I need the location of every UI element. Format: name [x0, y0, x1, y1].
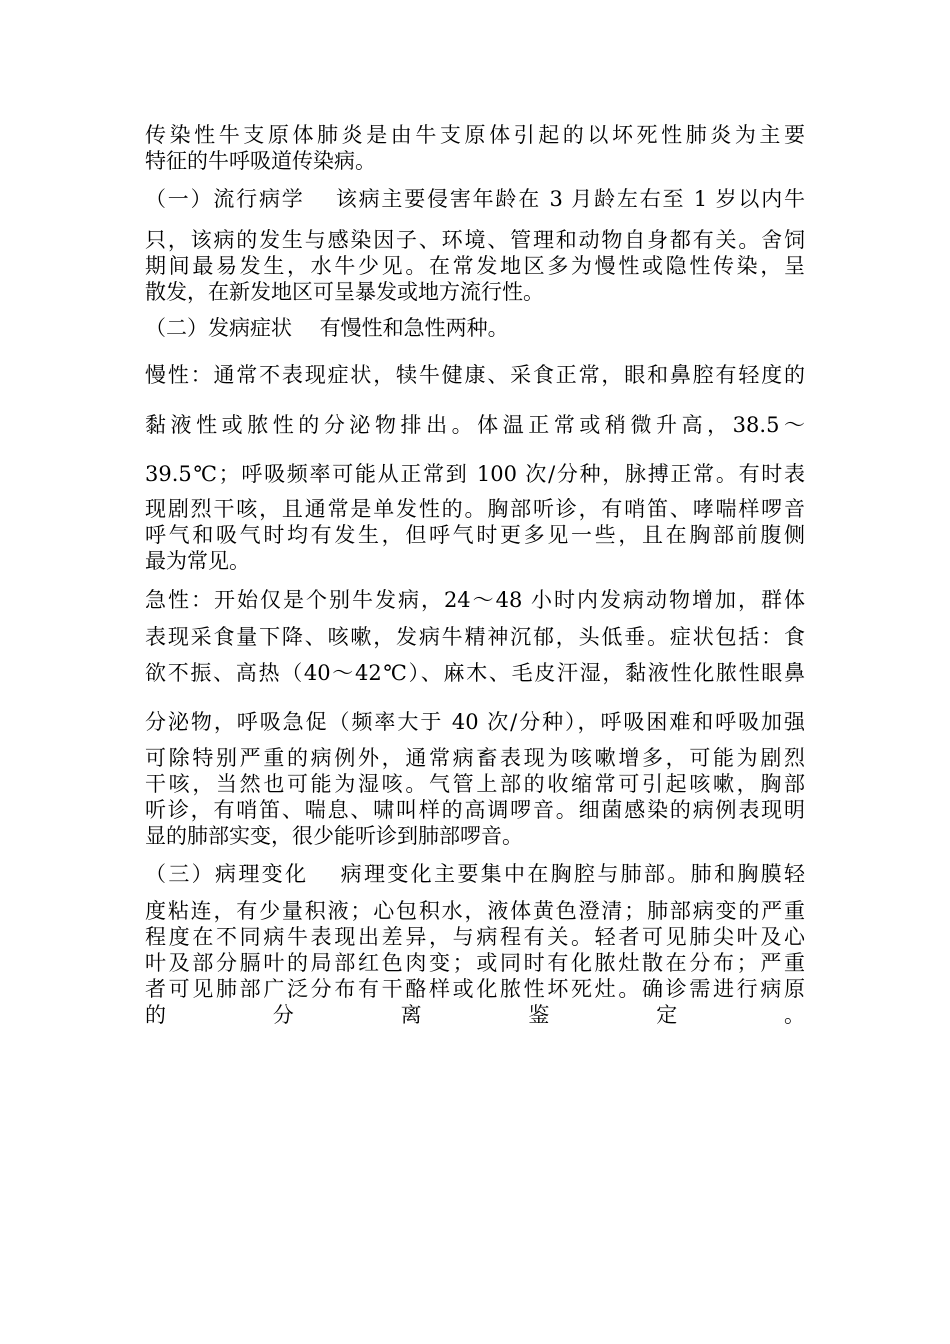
text-line: 程度在不同病牛表现出差异，与病程有关。轻者可见肺尖叶及心	[145, 925, 805, 949]
text-line: 分泌物，呼吸急促（频率大于 40 次/分种），呼吸困难和呼吸加强	[145, 710, 805, 734]
text-line: 黏液性或脓性的分泌物排出。体温正常或稍微升高，38.5～	[145, 413, 805, 437]
text-line: 散发，在新发地区可呈暴发或地方流行性。	[145, 280, 544, 304]
text-line: 特征的牛呼吸道传染病。	[145, 149, 376, 173]
text-line: 欲不振、高热（40～42℃）、麻木、毛皮汗湿，黏液性化脓性眼鼻	[145, 661, 805, 685]
text-line: 呼气和吸气时均有发生，但呼气时更多见一些，且在胸部前腹侧	[145, 523, 805, 547]
text-line: （二）发病症状 有慢性和急性两种。	[145, 316, 509, 340]
text-line: 表现采食量下降、咳嗽，发病牛精神沉郁，头低垂。症状包括：食	[145, 625, 805, 649]
text-line: 的 分 离 鉴 定 。	[145, 1003, 805, 1027]
text-line: 干咳，当然也可能为湿咳。气管上部的收缩常可引起咳嗽，胸部	[145, 772, 805, 796]
text-line: 39.5℃；呼吸频率可能从正常到 100 次/分种，脉搏正常。有时表	[145, 462, 805, 486]
text-line: 听诊，有哨笛、喘息、啸叫样的高调啰音。细菌感染的病例表现明	[145, 798, 805, 822]
text-line: 慢性：通常不表现症状，犊牛健康、采食正常，眼和鼻腔有轻度的	[145, 363, 805, 387]
text-line: 可除特别严重的病例外，通常病畜表现为咳嗽增多，可能为剧烈	[145, 746, 805, 770]
text-line: 度粘连，有少量积液；心包积水，液体黄色澄清；肺部病变的严重	[145, 899, 805, 923]
text-line: 现剧烈干咳，且通常是单发性的。胸部听诊，有哨笛、哮喘样啰音	[145, 497, 805, 521]
text-line: 只，该病的发生与感染因子、环境、管理和动物自身都有关。舍饲	[145, 228, 805, 252]
text-line: 显的肺部实变，很少能听诊到肺部啰音。	[145, 824, 523, 848]
text-line: 叶及部分膈叶的局部红色肉变；或同时有化脓灶散在分布；严重	[145, 951, 805, 975]
text-line: 急性：开始仅是个别牛发病，24～48 小时内发病动物增加，群体	[145, 588, 805, 612]
text-line: 者可见肺部广泛分布有干酪样或化脓性坏死灶。确诊需进行病原	[145, 977, 805, 1001]
text-line: （一）流行病学 该病主要侵害年龄在 3 月龄左右至 1 岁以内牛	[145, 187, 805, 211]
text-line: 期间最易发生，水牛少见。在常发地区多为慢性或隐性传染，呈	[145, 254, 805, 278]
text-line: 最为常见。	[145, 549, 250, 573]
text-line: （三）病理变化 病理变化主要集中在胸腔与肺部。肺和胸膜轻	[145, 862, 805, 886]
text-line: 传染性牛支原体肺炎是由牛支原体引起的以坏死性肺炎为主要	[145, 123, 805, 147]
